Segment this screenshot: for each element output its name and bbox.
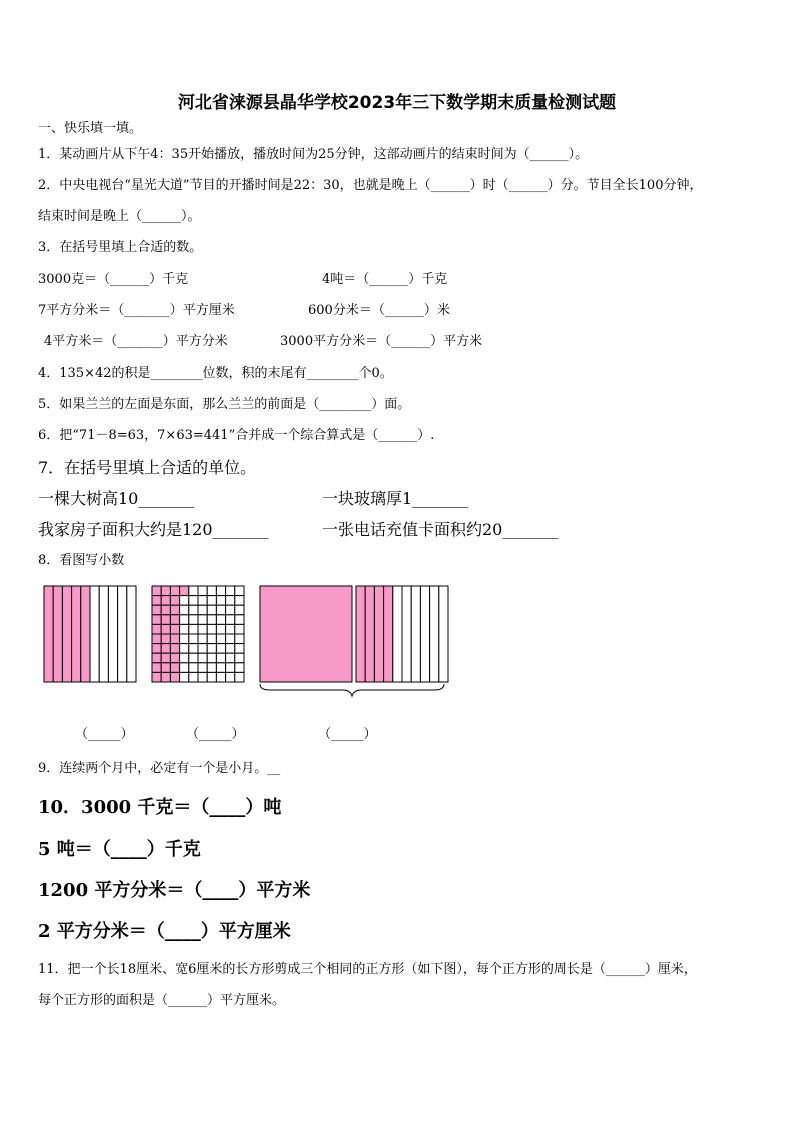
q3-item-6: 3000平方分米＝（______）平方米 xyxy=(280,334,483,349)
hundredth-cell xyxy=(198,605,207,615)
hundredth-cell xyxy=(216,672,225,682)
question-9: 9．连续两个月中，必定有一个是小月。__ xyxy=(38,761,281,776)
hundredth-cell xyxy=(207,586,216,596)
brace xyxy=(260,684,444,696)
hundredth-cell xyxy=(216,586,225,596)
hundredth-cell xyxy=(189,634,198,644)
tenth-strip xyxy=(44,586,53,682)
tenth-strip xyxy=(393,586,402,682)
hundredth-cell xyxy=(180,653,189,663)
hundredth-cell xyxy=(180,596,189,606)
hundredth-cell xyxy=(198,586,207,596)
figure-tenths-strip xyxy=(44,586,136,682)
hundredth-cell xyxy=(207,663,216,673)
hundredth-cell xyxy=(161,624,170,634)
q7-item-3: 我家房子面积大约是120_______ xyxy=(38,520,269,539)
hundredth-cell xyxy=(226,634,235,644)
hundredth-cell xyxy=(207,672,216,682)
hundredth-cell xyxy=(189,586,198,596)
hundredth-cell xyxy=(226,672,235,682)
tenth-strip xyxy=(72,586,81,682)
q7-item-1: 一棵大树高10_______ xyxy=(38,489,195,508)
hundredth-cell xyxy=(189,653,198,663)
tenth-strip xyxy=(430,586,439,682)
hundredth-cell xyxy=(161,605,170,615)
hundredth-cell xyxy=(180,672,189,682)
question-7: 7．在括号里填上合适的单位。 xyxy=(38,458,257,477)
tenth-strip xyxy=(402,586,411,682)
hundredth-cell xyxy=(189,615,198,625)
q8-blank-2: （_____） xyxy=(186,727,245,742)
hundredth-cell xyxy=(216,615,225,625)
hundredth-cell xyxy=(161,663,170,673)
tenth-strip xyxy=(365,586,374,682)
hundredth-cell xyxy=(170,624,179,634)
q3-item-4: 600分米＝（______）米 xyxy=(308,303,450,318)
hundredth-cell xyxy=(235,634,244,644)
hundredth-cell xyxy=(170,663,179,673)
question-4: 4．135×42的积是________位数，积的末尾有________个0。 xyxy=(38,366,393,381)
hundredth-cell xyxy=(207,624,216,634)
hundredth-cell xyxy=(216,634,225,644)
tenth-strip xyxy=(53,586,62,682)
page-title: 河北省涞源县晶华学校2023年三下数学期末质量检测试题 xyxy=(177,93,617,113)
hundredth-cell xyxy=(198,624,207,634)
hundredth-cell xyxy=(152,615,161,625)
q7-item-2: 一块玻璃厚1_______ xyxy=(322,489,469,508)
question-10-line-1: 10．3000 千克＝（____）吨 xyxy=(38,797,282,818)
hundredth-cell xyxy=(161,644,170,654)
question-1: 1．某动画片从下午4：35开始播放，播放时间为25分钟，这部动画片的结束时间为（______）。 xyxy=(38,147,589,162)
decimal-figures xyxy=(38,580,458,750)
question-2-line-2: 结束时间是晚上（______）。 xyxy=(38,209,201,224)
hundredth-cell xyxy=(235,624,244,634)
hundredth-cell xyxy=(198,634,207,644)
hundredth-cell xyxy=(170,586,179,596)
hundredth-cell xyxy=(180,663,189,673)
hundredth-cell xyxy=(198,653,207,663)
hundredth-cell xyxy=(235,653,244,663)
hundredth-cell xyxy=(189,596,198,606)
hundredth-cell xyxy=(235,615,244,625)
tenth-strip xyxy=(81,586,90,682)
tenth-strip xyxy=(127,586,136,682)
hundredth-cell xyxy=(152,644,161,654)
hundredth-cell xyxy=(161,596,170,606)
hundredth-cell xyxy=(161,586,170,596)
tenth-strip xyxy=(90,586,99,682)
hundredth-cell xyxy=(189,624,198,634)
hundredth-cell xyxy=(180,615,189,625)
hundredth-cell xyxy=(216,624,225,634)
hundredth-cell xyxy=(216,596,225,606)
hundredth-cell xyxy=(180,586,189,596)
hundredth-cell xyxy=(226,653,235,663)
hundredth-cell xyxy=(152,634,161,644)
hundredth-cell xyxy=(189,644,198,654)
q8-blank-1: （_____） xyxy=(75,727,134,742)
hundredth-cell xyxy=(198,596,207,606)
hundredth-cell xyxy=(170,634,179,644)
hundredth-cell xyxy=(207,596,216,606)
hundredth-cell xyxy=(161,615,170,625)
question-6: 6．把“71－8=63，7×63=441”合并成一个综合算式是（______）. xyxy=(38,428,435,443)
hundredth-cell xyxy=(198,644,207,654)
figure-hundredths-grid xyxy=(152,586,244,682)
hundredth-cell xyxy=(235,586,244,596)
hundredth-cell xyxy=(235,596,244,606)
hundredth-cell xyxy=(170,653,179,663)
q8-blank-3: （_____） xyxy=(318,727,377,742)
question-10-line-3: 1200 平方分米＝（____）平方米 xyxy=(38,880,311,901)
tenth-strip xyxy=(108,586,117,682)
hundredth-cell xyxy=(207,615,216,625)
question-3: 3．在括号里填上合适的数。 xyxy=(38,240,203,255)
q3-item-2: 4吨＝（______）千克 xyxy=(322,272,448,287)
hundredth-cell xyxy=(161,672,170,682)
question-10-line-4: 2 平方分米＝（____）平方厘米 xyxy=(38,921,291,942)
hundredth-cell xyxy=(170,605,179,615)
hundredth-cell xyxy=(235,605,244,615)
question-11-line-2: 每个正方形的面积是（______）平方厘米。 xyxy=(38,993,286,1008)
hundredth-cell xyxy=(216,644,225,654)
tenth-strip xyxy=(118,586,127,682)
hundredth-cell xyxy=(207,644,216,654)
section-heading: 一、快乐填一填。 xyxy=(38,121,143,136)
question-2-line-1: 2．中央电视台“星光大道”节目的开播时间是22：30，也就是晚上（______）时（______）分。节目全长100分钟， xyxy=(38,178,703,193)
hundredth-cell xyxy=(152,672,161,682)
question-8: 8．看图写小数 xyxy=(38,553,125,568)
q3-item-1: 3000克＝（______）千克 xyxy=(38,272,189,287)
tenth-strip xyxy=(99,586,108,682)
hundredth-cell xyxy=(170,615,179,625)
hundredth-cell xyxy=(235,672,244,682)
hundredth-cell xyxy=(216,663,225,673)
hundredth-cell xyxy=(180,624,189,634)
tenth-strip xyxy=(374,586,383,682)
hundredth-cell xyxy=(226,644,235,654)
tenth-strip xyxy=(420,586,429,682)
hundredth-cell xyxy=(226,663,235,673)
q3-item-5: 4平方米＝（_______）平方分米 xyxy=(44,334,228,349)
q7-item-4: 一张电话充值卡面积约20_______ xyxy=(322,520,559,539)
hundredth-cell xyxy=(207,605,216,615)
hundredth-cell xyxy=(152,624,161,634)
question-5: 5．如果兰兰的左面是东面，那么兰兰的前面是（________）面。 xyxy=(38,397,411,412)
hundredth-cell xyxy=(226,586,235,596)
full-unit-square xyxy=(260,586,352,682)
hundredth-cell xyxy=(161,634,170,644)
tenth-strip xyxy=(62,586,71,682)
q3-item-3: 7平方分米＝（_______）平方厘米 xyxy=(38,303,235,318)
tenth-strip xyxy=(356,586,365,682)
hundredth-cell xyxy=(189,672,198,682)
hundredth-cell xyxy=(207,634,216,644)
hundredth-cell xyxy=(152,596,161,606)
hundredth-cell xyxy=(180,644,189,654)
hundredth-cell xyxy=(152,586,161,596)
hundredth-cell xyxy=(189,605,198,615)
hundredth-cell xyxy=(216,605,225,615)
hundredth-cell xyxy=(198,663,207,673)
tenth-strip xyxy=(439,586,448,682)
tenth-strip xyxy=(411,586,420,682)
hundredth-cell xyxy=(226,596,235,606)
hundredth-cell xyxy=(198,615,207,625)
hundredth-cell xyxy=(207,653,216,663)
hundredth-cell xyxy=(180,634,189,644)
hundredth-cell xyxy=(235,663,244,673)
hundredth-cell xyxy=(189,663,198,673)
hundredth-cell xyxy=(161,653,170,663)
hundredth-cell xyxy=(216,653,225,663)
hundredth-cell xyxy=(170,644,179,654)
hundredth-cell xyxy=(235,644,244,654)
hundredth-cell xyxy=(170,672,179,682)
hundredth-cell xyxy=(170,596,179,606)
hundredth-cell xyxy=(180,605,189,615)
hundredth-cell xyxy=(226,615,235,625)
figure-mixed-number xyxy=(260,586,448,682)
tenth-strip xyxy=(384,586,393,682)
hundredth-cell xyxy=(226,605,235,615)
hundredth-cell xyxy=(152,663,161,673)
hundredth-cell xyxy=(198,672,207,682)
question-11-line-1: 11．把一个长18厘米、宽6厘米的长方形剪成三个相同的正方形（如下图），每个正方形的周长是（______）厘米， xyxy=(38,962,697,977)
hundredth-cell xyxy=(226,624,235,634)
hundredth-cell xyxy=(152,653,161,663)
question-10-line-2: 5 吨＝（____）千克 xyxy=(38,839,201,860)
hundredth-cell xyxy=(152,605,161,615)
